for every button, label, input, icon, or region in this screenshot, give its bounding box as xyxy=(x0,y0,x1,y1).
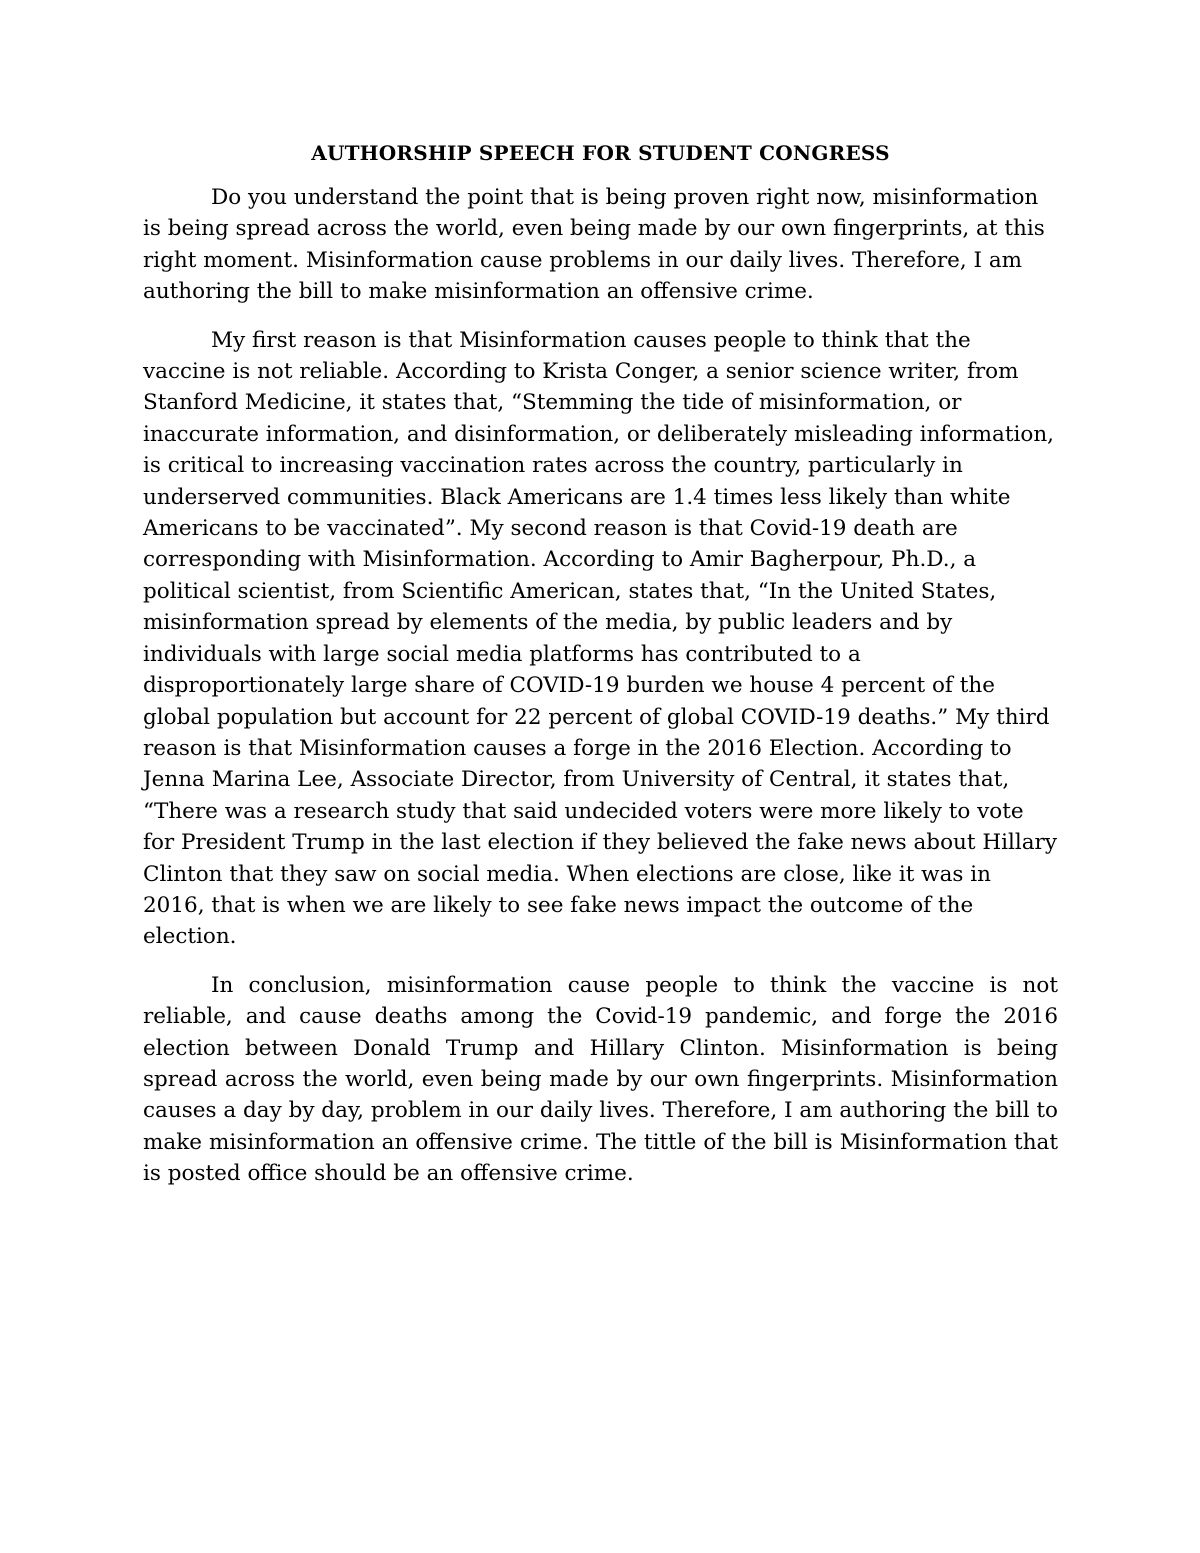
reasons-paragraph: My first reason is that Misinformation causes people to think that the vaccine is not reliable. According to Krista Conger, a senior science writer, from Stanford Medicine, it states that, “Stemming the tide of misinformation, or inaccurate information, and disinformation, or deliberately misleading information, is critical to increasing vaccination rates across the country, particularly in underserved communities. Black Americans are 1.4 times less likely than white Americans to be vaccinated”. My second reason is that Covid-19 death are corresponding with Misinformation. According to Amir Bagherpour, Ph.D., a political scientist, from Scientific American, states that, “In the United States, misinformation spread by elements of the media, by public leaders and by individuals with large social media platforms has contributed to a disproportionately large share of COVID-19 burden we house 4 percent of the global population but account for 22 percent of global COVID-19 deaths.” My third reason is that Misinformation causes a forge in the 2016 Election. According to Jenna Marina Lee, Associate Director, from University of Central, it states that, “There was a research study that said undecided voters were more likely to vote for President Trump in the last election if they believed the fake news about Hillary Clinton that they saw on social media. When elections are close, like it was in 2016, that is when we are likely to see fake news impact the outcome of the election. xyxy=(143,327,1057,950)
intro-paragraph: Do you understand the point that is being proven right now, misinformation is being spread across the world, even being made by our own fingerprints, at this right moment. Misinformation cause problems in our daily lives. Therefore, I am authoring the bill to make misinformation an offensive crime. xyxy=(143,185,1045,305)
document-body xyxy=(143,138,1058,1207)
document-title: AUTHORSHIP SPEECH FOR STUDENT CONGRESS xyxy=(311,141,890,165)
conclusion-paragraph: In conclusion, misinformation cause people to think the vaccine is not reliable, and cause deaths among the Covid-19 pandemic, and forge the 2016 election between Donald Trump and Hillary Clinton. Misinformation is being spread across the world, even being made by our own fingerprints. Misinformation causes a day by day, problem in our daily lives. Therefore, I am authoring the bill to make misinformation an offensive crime. The tittle of the bill is Misinformation that is posted office should be an offensive crime. xyxy=(143,972,1058,1187)
